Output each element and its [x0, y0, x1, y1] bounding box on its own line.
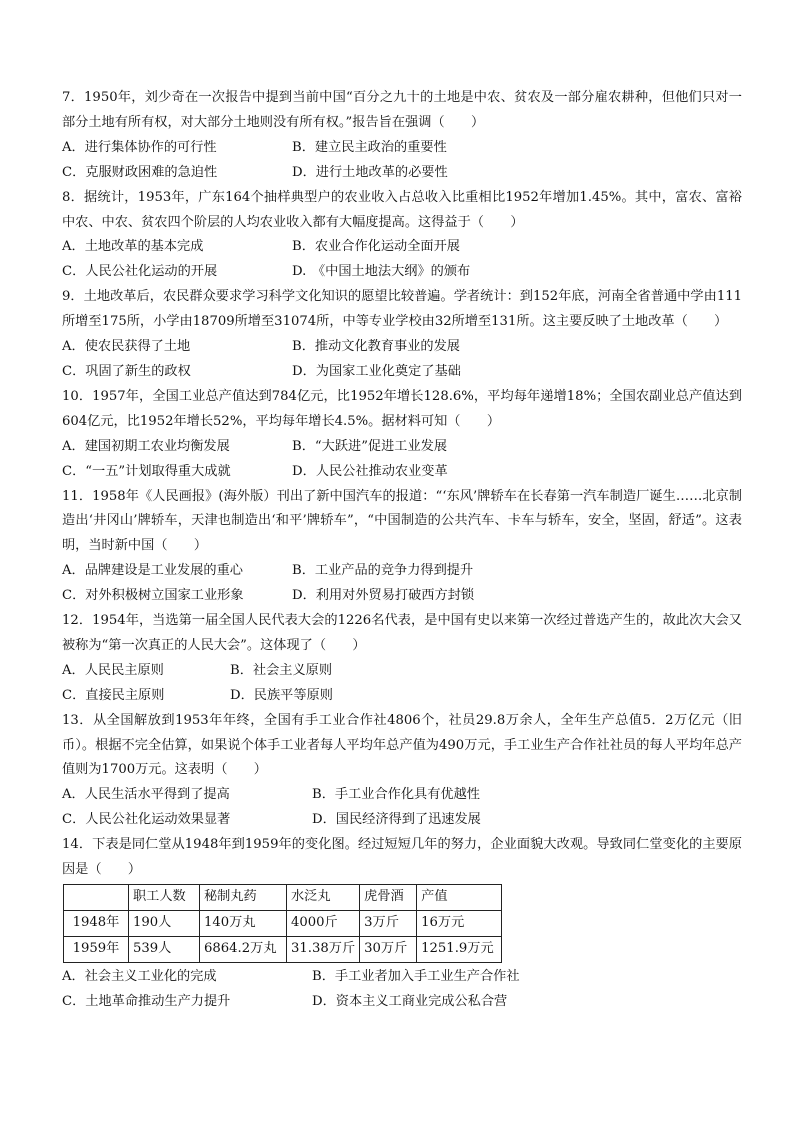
question-stem: 7．1950年，刘少奇在一次报告中提到当前中国“百分之九十的土地是中农、贫农及一部分雇农耕种，但他们只对一部分土地有所有权，对大部分土地则没有所有权。”报告旨在强调（ ） — [62, 90, 742, 130]
table-cell: 140万丸 — [200, 910, 287, 936]
question-stem: 11．1958年《人民画报》(海外版）刊出了新中国汽车的报道：“‘东风’牌轿车在长春第一汽车制造厂诞生……北京制造出‘井冈山’牌轿车，天津也制造出‘和平’牌轿车”，“中国制造的公共汽车、卡车与轿车，安全，坚固，舒适”。这表明，当时新中国（ ） — [62, 488, 742, 554]
table-header-cell: 秘制丸药 — [200, 885, 287, 911]
options — [62, 559, 742, 609]
option-b[interactable]: B．农业合作化运动全面开展 — [292, 239, 460, 255]
table-cell: 3万斤 — [360, 910, 417, 936]
option-d[interactable]: D．人民公社推动农业变革 — [292, 463, 448, 479]
option-d[interactable]: D. 《中国土地法大纲》的颁布 — [292, 264, 471, 280]
question-7 — [62, 86, 742, 186]
option-b[interactable]: B．“大跃进”促进工业发展 — [292, 438, 448, 454]
question-stem: 8．据统计，1953年，广东164个抽样典型户的农业收入占总收入比重相比1952年增加1.45%。其中，富农、富裕中农、中农、贫农四个阶层的人均农业收入都有大幅度提高。这得益于（ ） — [62, 189, 742, 230]
tongrentang-table — [63, 884, 502, 963]
table-header-cell — [64, 885, 129, 911]
table-cell: 6864.2万丸 — [200, 936, 287, 962]
exam-page — [62, 86, 742, 1015]
option-c[interactable]: C．克服财政困难的急迫性 — [62, 164, 218, 180]
table-header-row — [64, 885, 502, 911]
option-c[interactable]: C．对外积极树立国家工业形象 — [62, 588, 244, 604]
option-d[interactable]: D．进行土地改革的必要性 — [292, 164, 448, 180]
table-cell: 16万元 — [417, 910, 502, 936]
option-b[interactable]: B．手工业合作化具有优越性 — [312, 787, 480, 803]
option-a[interactable]: A．建国初期工农业均衡发展 — [62, 438, 230, 454]
question-12 — [62, 609, 742, 709]
option-a[interactable]: A．土地改革的基本完成 — [62, 239, 204, 255]
option-d[interactable]: D．民族平等原则 — [230, 687, 333, 703]
table-cell: 4000斤 — [287, 910, 360, 936]
option-c[interactable]: C．人民公社化运动的开展 — [62, 264, 218, 280]
question-stem: 10．1957年，全国工业总产值达到784亿元，比1952年增长128.6%，平均每年递增18%；全国农副业总产值达到604亿元，比1952年增长52%，平均每年增长4.5%。据材料可知（ ） — [62, 388, 742, 429]
options — [62, 435, 742, 485]
option-b[interactable]: B．建立民主政治的重要性 — [292, 139, 447, 155]
option-a[interactable]: A．进行集体协作的可行性 — [62, 139, 217, 155]
option-a[interactable]: A．社会主义工业化的完成 — [62, 968, 217, 984]
question-stem: 12．1954年，当选第一届全国人民代表大会的1226名代表，是中国有史以来第一次经过普选产生的，故此次大会又被称为“第一次真正的人民大会”。这体现了（ ） — [62, 613, 742, 653]
question-stem: 14．下表是同仁堂从1948年到1959年的变化图。经过短短几年的努力，企业面貌大改观。导致同仁堂变化的主要原因是（ ） — [62, 837, 742, 878]
table-header-cell: 产值 — [417, 885, 502, 911]
question-13 — [62, 709, 742, 834]
options — [62, 783, 742, 833]
option-b[interactable]: B．推动文化教育事业的发展 — [292, 339, 460, 355]
table-row — [64, 910, 502, 936]
table-header-cell: 职工人数 — [129, 885, 200, 911]
option-b[interactable]: B．社会主义原则 — [230, 662, 333, 678]
option-a[interactable]: A．使农民获得了土地 — [62, 339, 191, 355]
table-cell: 539人 — [129, 936, 200, 962]
option-d[interactable]: D．为国家工业化奠定了基础 — [292, 363, 461, 379]
table-header-cell: 水泛丸 — [287, 885, 360, 911]
table-cell: 30万斤 — [360, 936, 417, 962]
option-a[interactable]: A．人民生活水平得到了提高 — [62, 787, 230, 803]
option-a[interactable]: A．人民民主原则 — [62, 662, 164, 678]
question-14 — [62, 833, 742, 1014]
question-9 — [62, 285, 742, 385]
table-cell: 1251.9万元 — [417, 936, 502, 962]
option-c[interactable]: C．人民公社化运动效果显著 — [62, 812, 231, 828]
options — [62, 136, 742, 186]
option-b[interactable]: B．手工业者加入手工业生产合作社 — [312, 968, 520, 984]
table-cell: 31.38万斤 — [287, 936, 360, 962]
options — [62, 659, 742, 709]
option-a[interactable]: A．品牌建设是工业发展的重心 — [62, 563, 243, 579]
table-cell: 190人 — [129, 910, 200, 936]
option-c[interactable]: C．土地革命推动生产力提升 — [62, 993, 231, 1009]
table-cell: 1948年 — [64, 910, 129, 936]
table-cell: 1959年 — [64, 936, 129, 962]
table-row — [64, 936, 502, 962]
option-d[interactable]: D．利用对外贸易打破西方封锁 — [292, 588, 475, 604]
option-d[interactable]: D．资本主义工商业完成公私合营 — [312, 993, 508, 1009]
options — [62, 965, 742, 1015]
question-stem: 9．土地改革后，农民群众要求学习科学文化知识的愿望比较普遍。学者统计：到152年底，河南全省普通中学由111所增至175所，小学由18709所增至31074所，中等专业学校由32所增至131所。这主要反映了土地改革（ ） — [62, 289, 742, 330]
options — [62, 235, 742, 285]
question-10 — [62, 385, 742, 485]
option-d[interactable]: D．国民经济得到了迅速发展 — [312, 812, 481, 828]
option-c[interactable]: C．“一五”计划取得重大成就 — [62, 463, 231, 479]
question-8 — [62, 186, 742, 286]
question-stem: 13．从全国解放到1953年年终，全国有手工业合作社4806个，社员29.8万余人，全年生产总值5．2万亿元（旧币）。根据不完全估算，如果说个体手工业者每人平均年总产值为490万元，手工业生产合作社社员的每人平均年总产值则为1700万元。这表明（ ） — [62, 712, 742, 778]
table-header-cell: 虎骨酒 — [360, 885, 417, 911]
option-b[interactable]: B．工业产品的竞争力得到提升 — [292, 563, 474, 579]
option-c[interactable]: C．巩固了新生的政权 — [62, 363, 191, 379]
options — [62, 335, 742, 385]
question-11 — [62, 485, 742, 610]
option-c[interactable]: C．直接民主原则 — [62, 687, 165, 703]
